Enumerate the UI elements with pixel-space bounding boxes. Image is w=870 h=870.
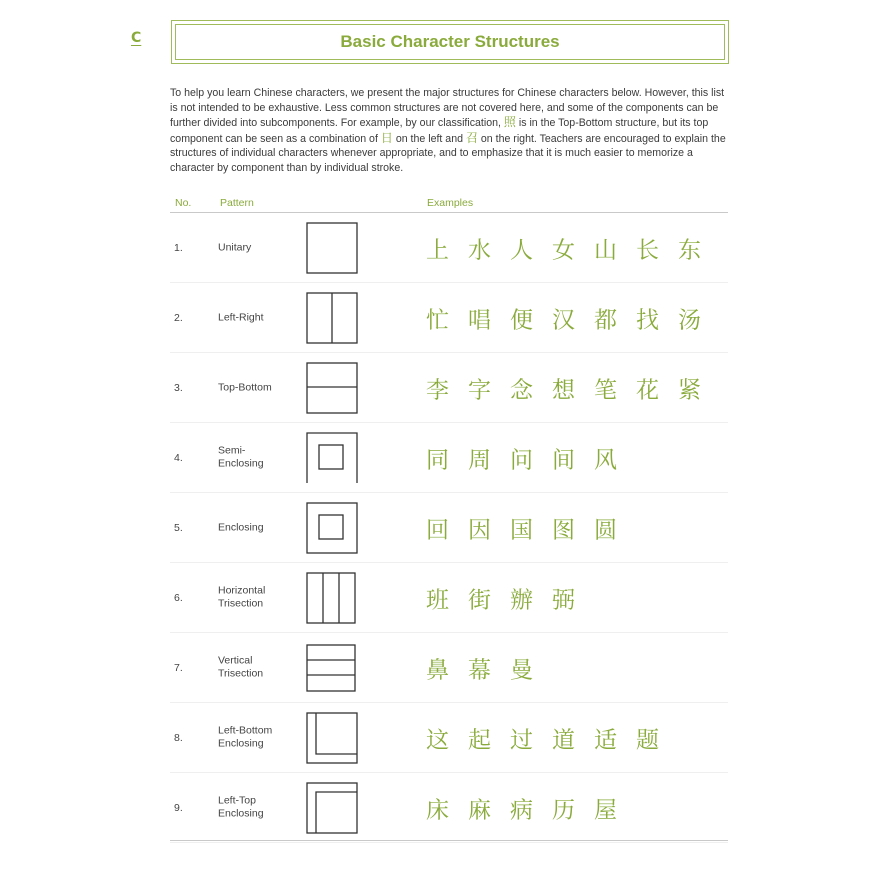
intro-char-3: 召 (465, 130, 478, 145)
header-no: No. (175, 197, 192, 209)
title-frame (175, 24, 725, 60)
row-pattern: Top-Bottom (218, 380, 272, 393)
row-examples: 忙唱便汉都找汤 (426, 307, 720, 333)
vertical-trisection-diagram-icon (306, 642, 358, 694)
intro-char-1: 照 (503, 115, 516, 130)
row-number: 1. (174, 241, 183, 254)
intro-text-4: on the right. Teachers are encouraged to explain the structures of individual characters whenever appropriate, and to emphasize that it is much easier to memorize a character by component than by individual stroke. (170, 132, 726, 174)
row-pattern: Left-Right (218, 310, 264, 323)
title-box (171, 20, 729, 64)
header-examples: Examples (427, 197, 474, 209)
bottom-rule (170, 840, 728, 841)
row-number: 8. (174, 731, 183, 744)
row-examples: 上水人女山长东 (426, 237, 720, 263)
structure-row-unitary (170, 213, 728, 283)
row-examples: 鼻幕曼 (426, 657, 552, 683)
intro-text-3: on the left and (395, 132, 463, 145)
row-examples: 李字念想笔花紧 (426, 377, 720, 403)
structure-row-vertical-trisection (170, 633, 728, 703)
structure-row-left-bottom-enclosing (170, 703, 728, 773)
structure-row-left-top-enclosing (170, 773, 728, 843)
page-title: Basic Character Structures (340, 32, 560, 51)
row-number: 4. (174, 451, 183, 464)
row-pattern: Semi- Enclosing (218, 444, 264, 470)
structure-row-semi-enclosing (170, 423, 728, 493)
row-pattern: Horizontal Trisection (218, 584, 266, 610)
intro-text-1: To help you learn Chinese characters, we present the major structures for Chinese characters below. However, this list is not intended to be exhaustive. Less common structures are not covered here, and some of the components can be further divided into subcomponents. For example, by our classification, (170, 87, 725, 130)
row-pattern: Enclosing (218, 520, 264, 533)
intro-paragraph (170, 86, 730, 176)
row-pattern: Vertical Trisection (218, 654, 264, 680)
row-number: 6. (174, 591, 183, 604)
left-bottom-enclosing-diagram-icon (306, 712, 358, 764)
row-number: 9. (174, 801, 183, 814)
structure-row-enclosing (170, 493, 728, 563)
unitary-diagram-icon (306, 222, 358, 274)
row-number: 2. (174, 311, 183, 324)
row-examples: 班街辦弼 (426, 587, 594, 613)
row-pattern: Left-Top Enclosing (218, 794, 264, 820)
enclosing-diagram-icon (306, 502, 358, 554)
intro-text-2: is in the Top-Bottom structure, but its top component can be seen as a combination of (170, 117, 709, 145)
structure-row-left-right (170, 283, 728, 353)
row-number: 5. (174, 521, 183, 534)
structure-row-horizontal-trisection (170, 563, 728, 633)
row-examples: 床麻病历屋 (426, 797, 636, 823)
row-examples: 回因国图圆 (426, 517, 636, 543)
intro-char-2: 日 (380, 130, 393, 145)
left-right-diagram-icon (306, 292, 358, 344)
left-top-enclosing-diagram-icon (306, 782, 358, 834)
row-pattern: Unitary (218, 240, 252, 253)
row-number: 3. (174, 381, 183, 394)
semi-enclosing-diagram-icon (306, 432, 358, 484)
row-examples: 同周问间风 (426, 447, 636, 473)
horizontal-trisection-diagram-icon (306, 572, 358, 624)
header-pattern: Pattern (220, 197, 254, 209)
section-letter: C (131, 30, 142, 46)
row-examples: 这起过道适题 (426, 727, 678, 753)
row-number: 7. (174, 661, 183, 674)
row-pattern: Left-Bottom Enclosing (218, 724, 273, 750)
top-bottom-diagram-icon (306, 362, 358, 414)
structure-row-top-bottom (170, 353, 728, 423)
